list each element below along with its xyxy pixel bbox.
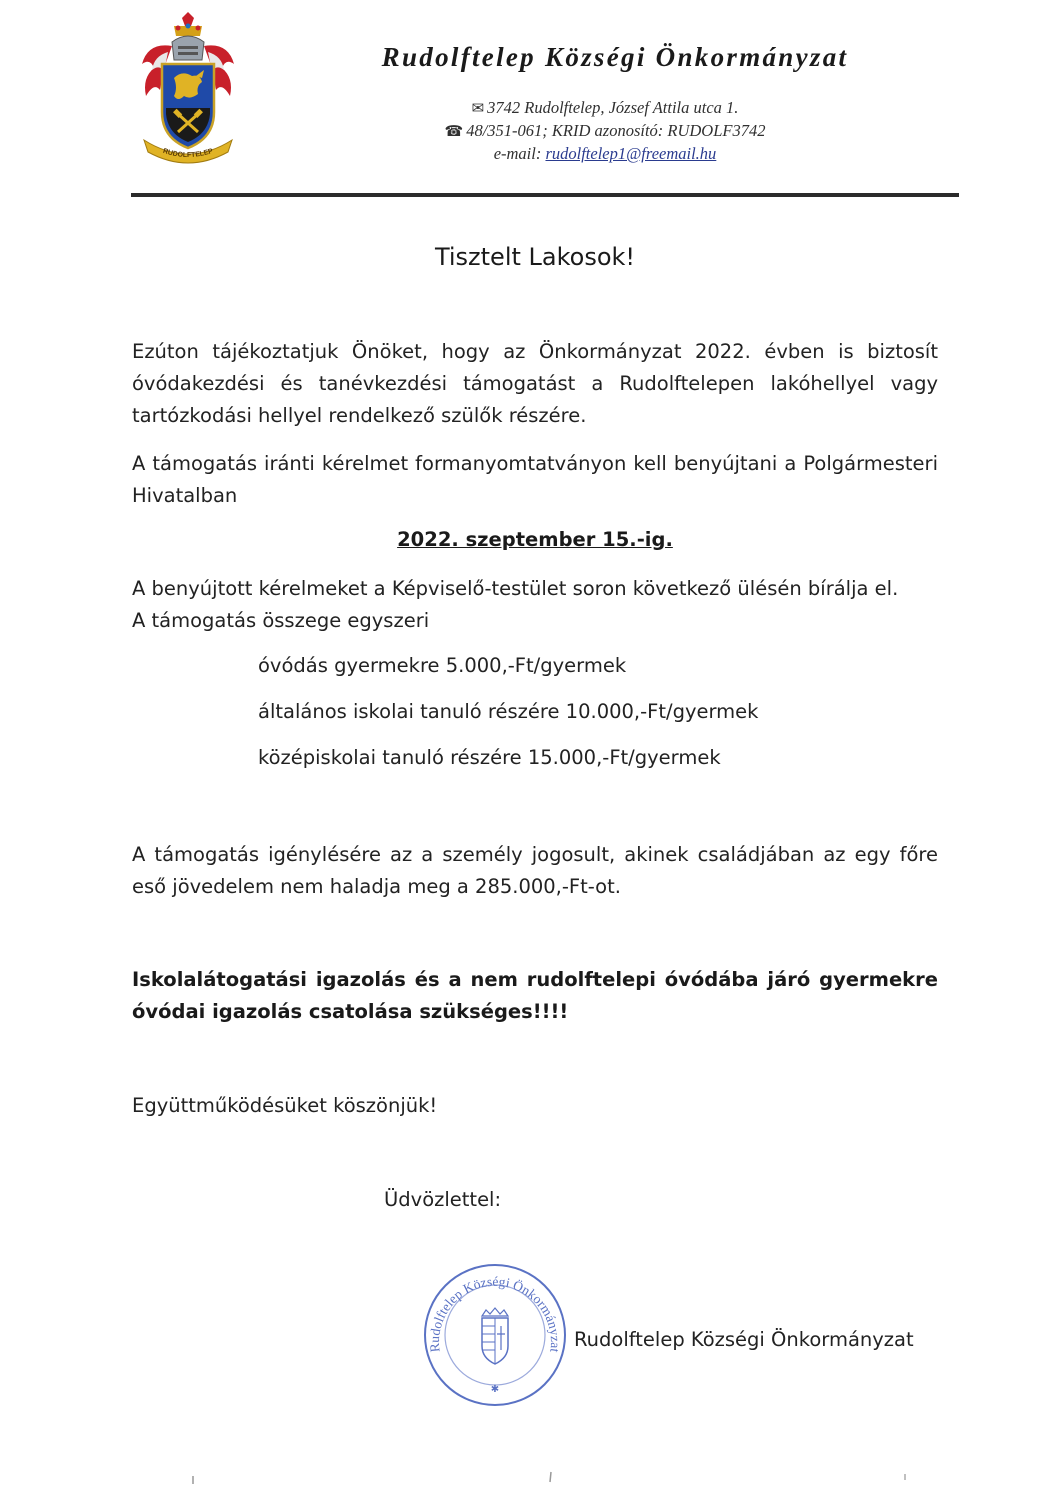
crest-ribbon-text: RUDOLFTELEP — [162, 147, 214, 160]
official-stamp — [420, 1260, 570, 1410]
phone-line: ☎ 48/351-061; KRID azonosító: RUDOLF3742 — [444, 121, 766, 140]
thanks-line: Együttműködésüket köszönjük! — [132, 1094, 438, 1117]
paragraph-review-line1: A benyújtott kérelmeket a Képviselő-testület soron következő ülésén bírálja el. — [132, 577, 899, 600]
svg-text:✱: ✱ — [490, 1384, 500, 1395]
greeting-heading: Tisztelt Lakosok! — [434, 243, 636, 271]
coat-of-arms-logo — [138, 12, 238, 164]
header-divider — [131, 193, 959, 197]
paragraph-amount-intro: A támogatás összege egyszeri — [132, 609, 430, 632]
address-line: ✉ 3742 Rudolftelep, József Attila utca 1. — [471, 98, 739, 117]
amount-item-kindergarten: óvódás gyermekre 5.000,-Ft/gyermek — [258, 654, 627, 677]
stamp-text: Rudolftelep Községi Önkormányzat — [426, 1273, 564, 1354]
deadline: 2022. szeptember 15.-ig. — [397, 528, 673, 551]
email-link[interactable]: rudolftelep1@freemail.hu — [545, 144, 717, 163]
paragraph-eligibility: A támogatás igénylésére az a személy jogosult, akinek családjában az egy főre eső jövedelem nem haladja meg a 285.000,-Ft-ot. — [132, 843, 938, 898]
amount-item-secondary: középiskolai tanuló részére 15.000,-Ft/gyermek — [258, 746, 721, 769]
email-label: e-mail: — [493, 144, 542, 163]
signature-organization: Rudolftelep Községi Önkormányzat — [574, 1328, 914, 1351]
paragraph-submission: A támogatás iránti kérelmet formanyomtatványon kell benyújtani a Polgármesteri Hivatalban — [132, 452, 938, 507]
amount-item-primary: általános iskolai tanuló részére 10.000,-Ft/gyermek — [258, 700, 759, 723]
telephone-icon: ☎ — [444, 124, 464, 140]
envelope-icon: ✉ — [471, 101, 485, 117]
closing-line: Üdvözlettel: — [384, 1188, 502, 1211]
paragraph-intro: Ezúton tájékoztatjuk Önöket, hogy az Önkormányzat 2022. évben is biztosít óvódakezdési és tanévkezdési támogatást a Rudolftelepen lakóhellyel vagy tartózkodási hellyel rendelkező szülők részére. — [132, 340, 938, 427]
organization-name: Rudolftelep Községi Önkormányzat — [381, 42, 849, 72]
notice-required-documents: Iskolalátogatási igazolás és a nem rudolftelepi óvódába járó gyermekre óvódai igazolás csatolása szükséges!!!! — [132, 968, 938, 1023]
email-line — [395, 144, 815, 164]
scan-marks — [0, 1460, 1060, 1500]
